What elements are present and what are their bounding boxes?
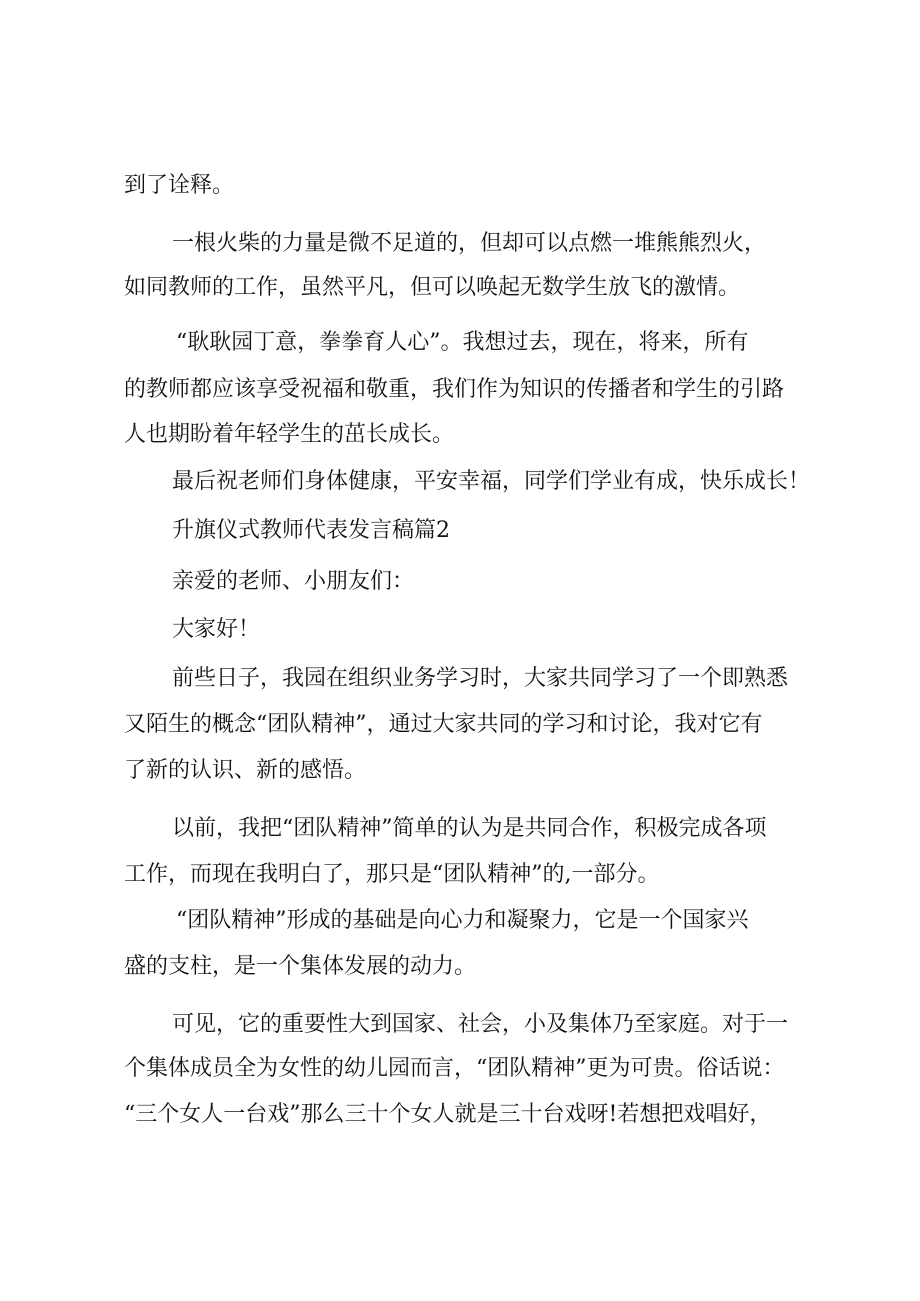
text-line: 以前，我把“团队精神”简单的认为是共同合作，积极完成各项: [172, 816, 767, 841]
text-line: “团队精神”形成的基础是向心力和凝聚力，它是一个国家兴: [176, 908, 749, 933]
section-heading: 升旗仪式教师代表发言稿篇2: [172, 518, 450, 543]
text-line: “三个女人一台戏”那么三十个女人就是三十台戏呀!若想把戏唱好，: [124, 1102, 772, 1127]
text-line: 如同教师的工作，虽然平凡，但可以唤起无数学生放飞的激情。: [124, 275, 741, 300]
text-line: 最后祝老师们身体健康，平安幸福，同学们学业有成，快乐成长！: [172, 469, 811, 494]
greeting: 大家好！: [172, 617, 261, 642]
text-line: 个集体成员全为女性的幼儿园而言，“团队精神”更为可贵。俗话说：: [124, 1056, 785, 1081]
text-line: 盛的支柱，是一个集体发展的动力。: [124, 954, 477, 979]
text-line: 前些日子，我园在组织业务学习时，大家共同学习了一个即熟悉: [172, 666, 789, 691]
text-line: 人也期盼着年轻学生的茁长成长。: [124, 422, 455, 447]
text-line: 工作，而现在我明白了，那只是“团队精神”的,一部分。: [124, 862, 660, 887]
text-line: 一根火柴的力量是微不足道的，但却可以点燃一堆熊熊烈火，: [172, 231, 767, 256]
salutation: 亲爱的老师、小朋友们：: [172, 569, 415, 594]
text-line: “耿耿园丁意，拳拳育人心”。我想过去，现在，将来，所有: [176, 330, 749, 355]
text-line: 了新的认识、新的感悟。: [124, 758, 367, 783]
text-line: 又陌生的概念“团队精神”，通过大家共同的学习和讨论，我对它有: [124, 712, 763, 737]
text-line: 的教师都应该享受祝福和敬重，我们作为知识的传播者和学生的引路: [124, 377, 785, 402]
text-line: 到了诠释。: [124, 173, 235, 198]
text-line: 可见，它的重要性大到国家、社会，小及集体乃至家庭。对于一: [172, 1012, 789, 1037]
